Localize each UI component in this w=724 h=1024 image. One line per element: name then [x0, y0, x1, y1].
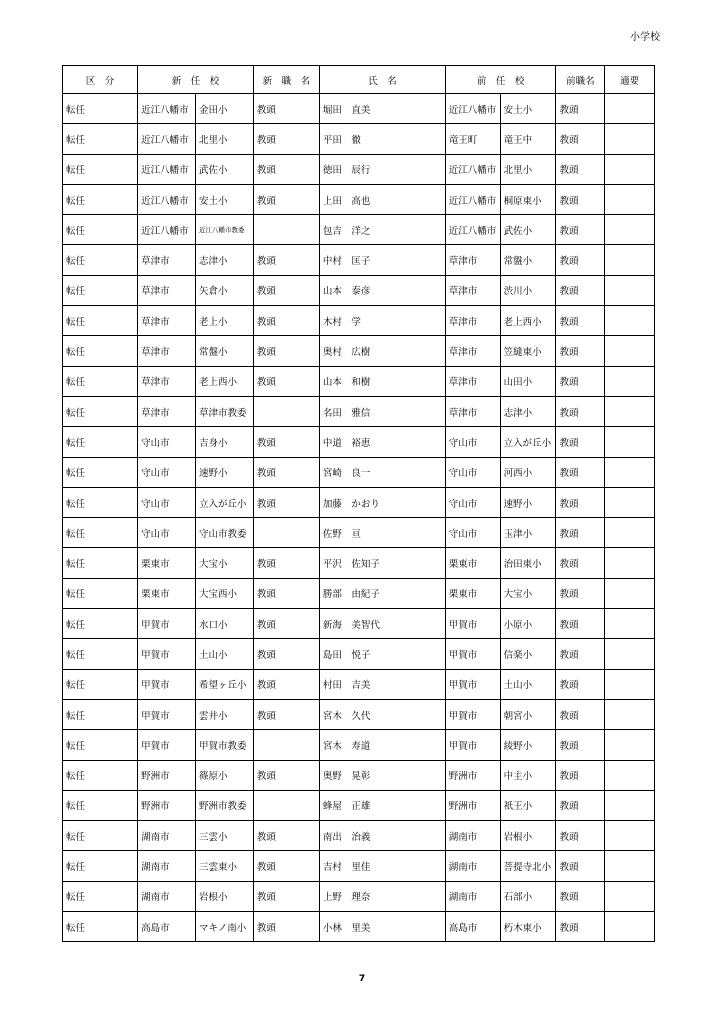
- cell-new-school: 草津市教委: [196, 396, 254, 426]
- cell-prev-post: 教頭: [556, 821, 605, 851]
- cell-new-post: 教頭: [253, 912, 319, 942]
- table-row: [63, 760, 655, 790]
- cell-prev-post: 教頭: [556, 639, 605, 669]
- cell-new-city: 甲賀市: [138, 609, 196, 639]
- cell-new-post: 教頭: [253, 336, 319, 366]
- cell-prev-post: 教頭: [556, 94, 605, 124]
- personnel-transfer-table: [62, 65, 655, 942]
- cell-prev-school: 立入が丘小: [500, 427, 556, 457]
- cell-name: 包吉 洋之: [319, 215, 445, 245]
- cell-new-post: 教頭: [253, 639, 319, 669]
- cell-prev-school: 中主小: [500, 760, 556, 790]
- cell-prev-city: 近江八幡市: [445, 184, 500, 214]
- cell-prev-school: 綾野小: [500, 730, 556, 760]
- cell-note: [605, 124, 655, 154]
- cell-kubun: 転任: [63, 730, 138, 760]
- cell-new-school: 三雲小: [196, 821, 254, 851]
- cell-prev-post: 教頭: [556, 366, 605, 396]
- page-number: 7: [358, 974, 366, 984]
- cell-note: [605, 184, 655, 214]
- cell-new-post: 教頭: [253, 821, 319, 851]
- cell-new-city: 野洲市: [138, 790, 196, 820]
- cell-name: 中村 匡子: [319, 245, 445, 275]
- table-row: [63, 215, 655, 245]
- cell-prev-city: 守山市: [445, 518, 500, 548]
- cell-kubun: 転任: [63, 821, 138, 851]
- table-row: [63, 881, 655, 911]
- cell-prev-city: 草津市: [445, 275, 500, 305]
- cell-name: 山本 泰彦: [319, 275, 445, 305]
- cell-kubun: 転任: [63, 639, 138, 669]
- cell-note: [605, 609, 655, 639]
- cell-prev-school: 河西小: [500, 457, 556, 487]
- table-row: [63, 790, 655, 820]
- cell-new-city: 草津市: [138, 366, 196, 396]
- cell-prev-post: 教頭: [556, 609, 605, 639]
- cell-prev-school: 石部小: [500, 881, 556, 911]
- cell-new-city: 草津市: [138, 336, 196, 366]
- cell-prev-school: 志津小: [500, 396, 556, 426]
- cell-kubun: 転任: [63, 669, 138, 699]
- cell-note: [605, 275, 655, 305]
- cell-kubun: 転任: [63, 548, 138, 578]
- cell-note: [605, 760, 655, 790]
- cell-prev-school: 老上西小: [500, 306, 556, 336]
- cell-prev-city: 野洲市: [445, 790, 500, 820]
- table-row: [63, 609, 655, 639]
- cell-kubun: 転任: [63, 215, 138, 245]
- cell-prev-city: 草津市: [445, 336, 500, 366]
- cell-prev-school: 朝宮小: [500, 699, 556, 729]
- table-row: [63, 578, 655, 608]
- cell-note: [605, 881, 655, 911]
- cell-prev-school: 祇王小: [500, 790, 556, 820]
- cell-new-city: 甲賀市: [138, 639, 196, 669]
- cell-prev-city: 近江八幡市: [445, 154, 500, 184]
- cell-prev-city: 湖南市: [445, 851, 500, 881]
- cell-new-city: 近江八幡市: [138, 124, 196, 154]
- cell-new-school: 土山小: [196, 639, 254, 669]
- cell-prev-school: 桐原東小: [500, 184, 556, 214]
- cell-name: 堀田 直美: [319, 94, 445, 124]
- cell-name: 蜂屋 正雄: [319, 790, 445, 820]
- table-row: [63, 94, 655, 124]
- cell-prev-post: 教頭: [556, 578, 605, 608]
- cell-new-school: 武佐小: [196, 154, 254, 184]
- cell-prev-city: 甲賀市: [445, 669, 500, 699]
- cell-new-post: 教頭: [253, 94, 319, 124]
- cell-name: 小林 里美: [319, 912, 445, 942]
- cell-name: 南出 治義: [319, 821, 445, 851]
- cell-new-post: 教頭: [253, 609, 319, 639]
- cell-kubun: 転任: [63, 609, 138, 639]
- cell-new-school: 安土小: [196, 184, 254, 214]
- cell-note: [605, 851, 655, 881]
- cell-prev-school: 安土小: [500, 94, 556, 124]
- cell-kubun: 転任: [63, 124, 138, 154]
- cell-new-city: 守山市: [138, 518, 196, 548]
- cell-new-school: 篠原小: [196, 760, 254, 790]
- header-prev-post: 前職名: [556, 66, 605, 94]
- cell-note: [605, 548, 655, 578]
- cell-new-school: 野洲市教委: [196, 790, 254, 820]
- table-header-row: [63, 66, 655, 94]
- header-new-school: 新 任 校: [138, 66, 254, 94]
- cell-name: 吉村 里佳: [319, 851, 445, 881]
- cell-prev-city: 草津市: [445, 396, 500, 426]
- cell-new-post: 教頭: [253, 154, 319, 184]
- cell-new-city: 草津市: [138, 275, 196, 305]
- cell-prev-post: 教頭: [556, 306, 605, 336]
- header-new-post: 新 職 名: [253, 66, 319, 94]
- cell-prev-post: 教頭: [556, 396, 605, 426]
- cell-prev-post: 教頭: [556, 760, 605, 790]
- table-row: [63, 912, 655, 942]
- cell-prev-city: 甲賀市: [445, 609, 500, 639]
- cell-prev-city: 守山市: [445, 427, 500, 457]
- cell-prev-school: 小原小: [500, 609, 556, 639]
- table-row: [63, 821, 655, 851]
- cell-name: 宮木 寿道: [319, 730, 445, 760]
- cell-note: [605, 457, 655, 487]
- cell-prev-post: 教頭: [556, 518, 605, 548]
- cell-new-post: 教頭: [253, 548, 319, 578]
- cell-note: [605, 578, 655, 608]
- cell-prev-post: 教頭: [556, 851, 605, 881]
- cell-new-school: マキノ南小: [196, 912, 254, 942]
- table-row: [63, 306, 655, 336]
- table-row: [63, 669, 655, 699]
- table-row: [63, 366, 655, 396]
- cell-name: 宮崎 良一: [319, 457, 445, 487]
- cell-kubun: 転任: [63, 245, 138, 275]
- cell-name: 勝部 由紀子: [319, 578, 445, 608]
- cell-kubun: 転任: [63, 457, 138, 487]
- cell-name: 加藤 かおり: [319, 487, 445, 517]
- cell-prev-city: 野洲市: [445, 760, 500, 790]
- table-row: [63, 548, 655, 578]
- cell-new-city: 守山市: [138, 427, 196, 457]
- cell-prev-city: 甲賀市: [445, 639, 500, 669]
- cell-kubun: 転任: [63, 154, 138, 184]
- cell-new-post: 教頭: [253, 457, 319, 487]
- cell-prev-post: 教頭: [556, 912, 605, 942]
- cell-prev-school: 山田小: [500, 366, 556, 396]
- cell-prev-post: 教頭: [556, 790, 605, 820]
- cell-new-post: 教頭: [253, 306, 319, 336]
- cell-prev-school: 竜王中: [500, 124, 556, 154]
- cell-prev-city: 湖南市: [445, 821, 500, 851]
- cell-kubun: 転任: [63, 760, 138, 790]
- cell-new-school: 近江八幡市教委: [196, 215, 254, 245]
- cell-name: 山本 和樹: [319, 366, 445, 396]
- cell-new-post: [253, 396, 319, 426]
- cell-new-school: 矢倉小: [196, 275, 254, 305]
- cell-new-school: 北里小: [196, 124, 254, 154]
- cell-prev-city: 草津市: [445, 245, 500, 275]
- cell-new-city: 栗東市: [138, 548, 196, 578]
- cell-note: [605, 639, 655, 669]
- cell-new-post: 教頭: [253, 366, 319, 396]
- cell-kubun: 転任: [63, 487, 138, 517]
- cell-note: [605, 306, 655, 336]
- cell-note: [605, 215, 655, 245]
- cell-prev-school: 菩提寺北小: [500, 851, 556, 881]
- cell-prev-city: 竜王町: [445, 124, 500, 154]
- cell-prev-post: 教頭: [556, 487, 605, 517]
- cell-note: [605, 245, 655, 275]
- header-kubun: 区 分: [63, 66, 138, 94]
- cell-name: 平沢 佐知子: [319, 548, 445, 578]
- table-row: [63, 730, 655, 760]
- table-row: [63, 457, 655, 487]
- cell-prev-city: 近江八幡市: [445, 215, 500, 245]
- cell-note: [605, 790, 655, 820]
- cell-prev-city: 甲賀市: [445, 699, 500, 729]
- cell-name: 徳田 辰行: [319, 154, 445, 184]
- cell-name: 宮木 久代: [319, 699, 445, 729]
- cell-kubun: 転任: [63, 184, 138, 214]
- cell-new-post: 教頭: [253, 699, 319, 729]
- cell-name: 名田 雅信: [319, 396, 445, 426]
- cell-note: [605, 336, 655, 366]
- cell-prev-city: 甲賀市: [445, 730, 500, 760]
- cell-name: 奥村 広樹: [319, 336, 445, 366]
- cell-prev-school: 玉津小: [500, 518, 556, 548]
- cell-note: [605, 427, 655, 457]
- cell-new-school: 希望ヶ丘小: [196, 669, 254, 699]
- cell-kubun: 転任: [63, 699, 138, 729]
- cell-note: [605, 821, 655, 851]
- cell-new-school: 立入が丘小: [196, 487, 254, 517]
- cell-new-post: 教頭: [253, 669, 319, 699]
- cell-name: 奥野 晃彰: [319, 760, 445, 790]
- table-row: [63, 487, 655, 517]
- table-row: [63, 396, 655, 426]
- cell-name: 新海 美智代: [319, 609, 445, 639]
- cell-new-city: 甲賀市: [138, 699, 196, 729]
- cell-prev-school: 岩根小: [500, 821, 556, 851]
- cell-prev-post: 教頭: [556, 215, 605, 245]
- cell-kubun: 転任: [63, 396, 138, 426]
- cell-prev-school: 朽木東小: [500, 912, 556, 942]
- cell-new-school: 速野小: [196, 457, 254, 487]
- header-note: 適要: [605, 66, 655, 94]
- cell-prev-school: 武佐小: [500, 215, 556, 245]
- cell-new-city: 高島市: [138, 912, 196, 942]
- cell-prev-post: 教頭: [556, 245, 605, 275]
- cell-new-post: [253, 518, 319, 548]
- cell-prev-school: 北里小: [500, 154, 556, 184]
- cell-new-post: 教頭: [253, 245, 319, 275]
- cell-prev-post: 教頭: [556, 730, 605, 760]
- cell-new-post: 教頭: [253, 427, 319, 457]
- cell-new-post: 教頭: [253, 124, 319, 154]
- cell-prev-school: 速野小: [500, 487, 556, 517]
- cell-new-post: 教頭: [253, 851, 319, 881]
- cell-new-school: 大宝西小: [196, 578, 254, 608]
- cell-prev-school: 信楽小: [500, 639, 556, 669]
- cell-prev-school: 渋川小: [500, 275, 556, 305]
- cell-prev-post: 教頭: [556, 427, 605, 457]
- cell-prev-school: 治田東小: [500, 548, 556, 578]
- table-row: [63, 639, 655, 669]
- cell-new-city: 甲賀市: [138, 669, 196, 699]
- cell-prev-city: 栗東市: [445, 578, 500, 608]
- cell-new-city: 草津市: [138, 245, 196, 275]
- cell-prev-post: 教頭: [556, 881, 605, 911]
- cell-new-post: 教頭: [253, 184, 319, 214]
- cell-kubun: 転任: [63, 427, 138, 457]
- cell-note: [605, 912, 655, 942]
- cell-new-city: 近江八幡市: [138, 154, 196, 184]
- cell-new-school: 水口小: [196, 609, 254, 639]
- table-row: [63, 699, 655, 729]
- cell-prev-city: 高島市: [445, 912, 500, 942]
- cell-kubun: 転任: [63, 336, 138, 366]
- cell-kubun: 転任: [63, 275, 138, 305]
- header-prev-school: 前 任 校: [445, 66, 556, 94]
- cell-new-city: 野洲市: [138, 760, 196, 790]
- cell-new-post: 教頭: [253, 275, 319, 305]
- cell-prev-post: 教頭: [556, 548, 605, 578]
- cell-new-school: 吉身小: [196, 427, 254, 457]
- cell-new-school: 老上小: [196, 306, 254, 336]
- cell-prev-post: 教頭: [556, 154, 605, 184]
- cell-name: 佐野 亘: [319, 518, 445, 548]
- cell-note: [605, 94, 655, 124]
- cell-kubun: 転任: [63, 94, 138, 124]
- cell-prev-city: 草津市: [445, 366, 500, 396]
- cell-note: [605, 396, 655, 426]
- cell-kubun: 転任: [63, 881, 138, 911]
- cell-new-school: 老上西小: [196, 366, 254, 396]
- cell-prev-post: 教頭: [556, 336, 605, 366]
- cell-name: 中道 裕恵: [319, 427, 445, 457]
- cell-name: 平田 徹: [319, 124, 445, 154]
- cell-new-post: 教頭: [253, 760, 319, 790]
- cell-note: [605, 730, 655, 760]
- cell-new-post: 教頭: [253, 881, 319, 911]
- cell-new-school: 大宝小: [196, 548, 254, 578]
- cell-prev-school: 大宝小: [500, 578, 556, 608]
- cell-kubun: 転任: [63, 518, 138, 548]
- cell-prev-post: 教頭: [556, 124, 605, 154]
- cell-new-school: 金田小: [196, 94, 254, 124]
- cell-new-school: 志津小: [196, 245, 254, 275]
- document-category-label: 小学校: [630, 32, 660, 43]
- cell-new-city: 草津市: [138, 306, 196, 336]
- cell-name: 上田 高也: [319, 184, 445, 214]
- cell-new-city: 近江八幡市: [138, 184, 196, 214]
- table-row: [63, 518, 655, 548]
- cell-new-city: 栗東市: [138, 578, 196, 608]
- cell-new-city: 草津市: [138, 396, 196, 426]
- table-row: [63, 154, 655, 184]
- cell-name: 木村 学: [319, 306, 445, 336]
- cell-new-city: 湖南市: [138, 821, 196, 851]
- cell-prev-school: 土山小: [500, 669, 556, 699]
- cell-note: [605, 669, 655, 699]
- cell-prev-school: 笠縫東小: [500, 336, 556, 366]
- cell-new-post: [253, 730, 319, 760]
- cell-prev-city: 湖南市: [445, 881, 500, 911]
- cell-prev-post: 教頭: [556, 184, 605, 214]
- table-row: [63, 245, 655, 275]
- cell-new-city: 守山市: [138, 487, 196, 517]
- cell-kubun: 転任: [63, 578, 138, 608]
- cell-prev-city: 守山市: [445, 457, 500, 487]
- cell-new-school: 三雲東小: [196, 851, 254, 881]
- cell-new-school: 甲賀市教委: [196, 730, 254, 760]
- cell-note: [605, 487, 655, 517]
- cell-prev-city: 近江八幡市: [445, 94, 500, 124]
- cell-new-post: [253, 215, 319, 245]
- cell-new-city: 守山市: [138, 457, 196, 487]
- cell-new-city: 湖南市: [138, 881, 196, 911]
- cell-prev-city: 守山市: [445, 487, 500, 517]
- cell-note: [605, 518, 655, 548]
- cell-prev-post: 教頭: [556, 275, 605, 305]
- cell-name: 島田 悦子: [319, 639, 445, 669]
- cell-new-school: 雲井小: [196, 699, 254, 729]
- cell-kubun: 転任: [63, 851, 138, 881]
- cell-kubun: 転任: [63, 306, 138, 336]
- cell-prev-post: 教頭: [556, 457, 605, 487]
- cell-new-school: 岩根小: [196, 881, 254, 911]
- cell-new-post: 教頭: [253, 578, 319, 608]
- cell-kubun: 転任: [63, 790, 138, 820]
- table-row: [63, 851, 655, 881]
- cell-new-school: 常盤小: [196, 336, 254, 366]
- cell-new-city: 甲賀市: [138, 730, 196, 760]
- table-row: [63, 124, 655, 154]
- cell-new-post: 教頭: [253, 487, 319, 517]
- cell-prev-school: 常盤小: [500, 245, 556, 275]
- header-name: 氏 名: [319, 66, 445, 94]
- table-row: [63, 427, 655, 457]
- cell-note: [605, 366, 655, 396]
- cell-prev-post: 教頭: [556, 699, 605, 729]
- cell-prev-post: 教頭: [556, 669, 605, 699]
- cell-note: [605, 154, 655, 184]
- cell-prev-city: 栗東市: [445, 548, 500, 578]
- cell-new-city: 湖南市: [138, 851, 196, 881]
- cell-kubun: 転任: [63, 912, 138, 942]
- cell-prev-city: 草津市: [445, 306, 500, 336]
- table-row: [63, 275, 655, 305]
- cell-new-school: 守山市教委: [196, 518, 254, 548]
- cell-name: 村田 吉美: [319, 669, 445, 699]
- cell-new-post: [253, 790, 319, 820]
- table-row: [63, 184, 655, 214]
- cell-kubun: 転任: [63, 366, 138, 396]
- cell-new-city: 近江八幡市: [138, 94, 196, 124]
- cell-name: 上野 理奈: [319, 881, 445, 911]
- cell-new-city: 近江八幡市: [138, 215, 196, 245]
- table-row: [63, 336, 655, 366]
- cell-note: [605, 699, 655, 729]
